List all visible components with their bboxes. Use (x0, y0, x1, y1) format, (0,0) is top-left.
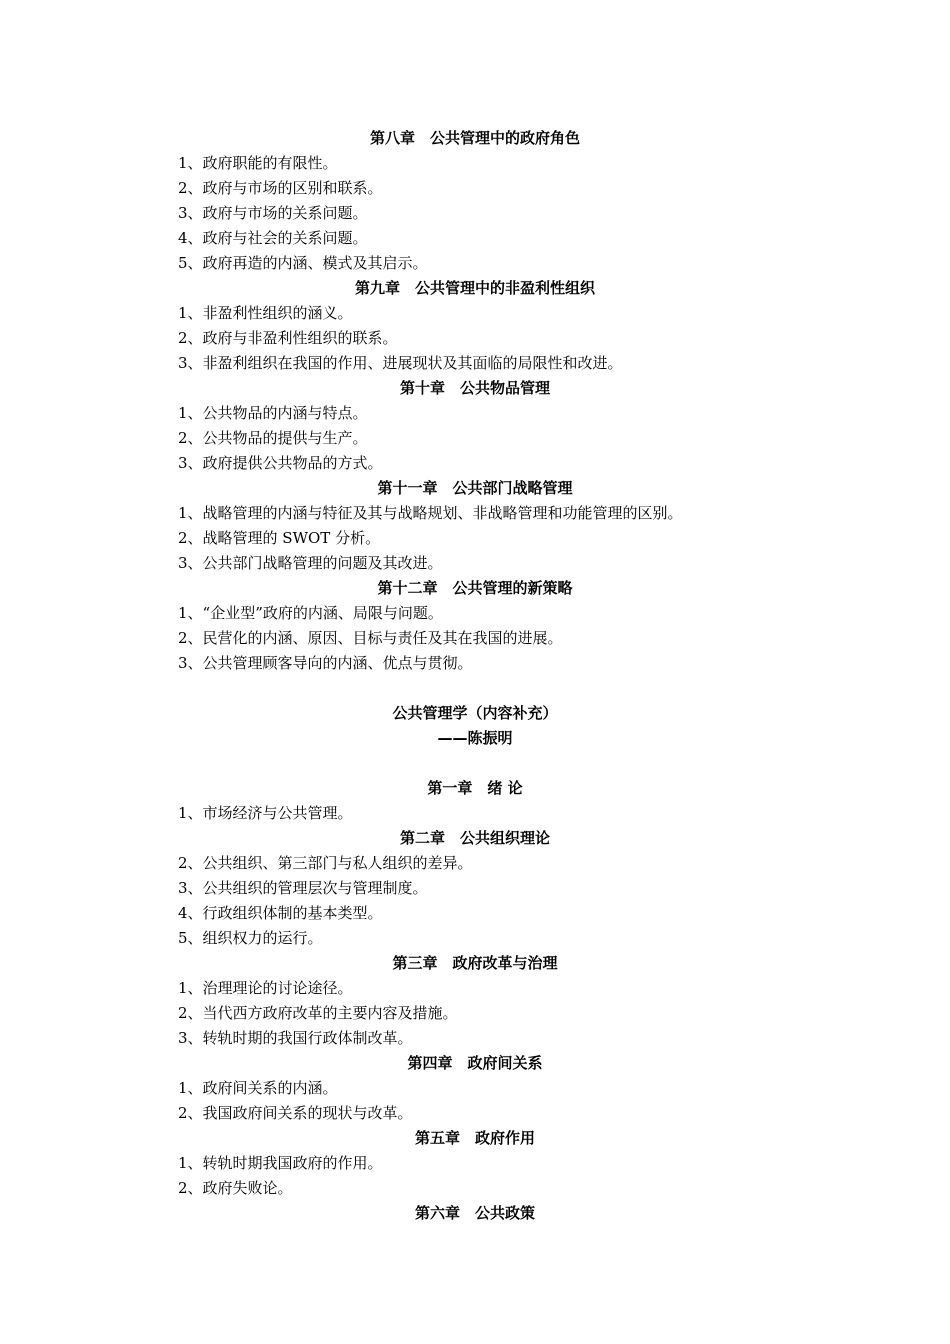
supplement-title: 公共管理学（内容补充） (392, 704, 558, 722)
chapter-heading: 第十二章 公共管理的新策略 (377, 579, 573, 597)
list-item: 2、我国政府间关系的现状与改革。 (178, 1104, 413, 1122)
list-item: 1、非盈利性组织的涵义。 (178, 304, 353, 322)
spacer (178, 751, 778, 776)
list-item: 2、政府与非盈利性组织的联系。 (178, 329, 398, 347)
list-item: 2、公共组织、第三部门与私人组织的差异。 (178, 854, 473, 872)
chapter-heading: 第十章 公共物品管理 (399, 379, 550, 397)
list-item: 1、公共物品的内涵与特点。 (178, 404, 368, 422)
list-item: 1、政府间关系的内涵。 (178, 1079, 338, 1097)
spacer (178, 676, 778, 701)
list-item: 5、政府再造的内涵、模式及其启示。 (178, 254, 428, 272)
list-item: 1、转轨时期我国政府的作用。 (178, 1154, 383, 1172)
list-item: 1、战略管理的内涵与特征及其与战略规划、非战略管理和功能管理的区别。 (178, 504, 683, 522)
list-item: 1、治理理论的讨论途径。 (178, 979, 353, 997)
chapter-heading: 第八章 公共管理中的政府角色 (369, 129, 580, 147)
list-item: 3、政府提供公共物品的方式。 (178, 454, 383, 472)
chapter-heading: 第一章 绪 论 (427, 779, 523, 797)
supplement-author: ——陈振明 (437, 729, 513, 747)
list-item: 2、当代西方政府改革的主要内容及措施。 (178, 1004, 458, 1022)
chapter-heading: 第二章 公共组织理论 (399, 829, 550, 847)
list-item: 4、行政组织体制的基本类型。 (178, 904, 383, 922)
list-item: 2、政府与市场的区别和联系。 (178, 179, 383, 197)
list-item: 4、政府与社会的关系问题。 (178, 229, 368, 247)
list-item: 2、民营化的内涵、原因、目标与责任及其在我国的进展。 (178, 629, 563, 647)
list-item: 2、公共物品的提供与生产。 (178, 429, 368, 447)
list-item: 5、组织权力的运行。 (178, 929, 323, 947)
chapter-heading: 第五章 政府作用 (414, 1129, 535, 1147)
part2-sections (178, 776, 778, 1226)
part1-sections (178, 126, 778, 676)
list-item: 1、市场经济与公共管理。 (178, 804, 353, 822)
chapter-heading: 第十一章 公共部门战略管理 (377, 479, 573, 497)
list-item: 1、“企业型”政府的内涵、局限与问题。 (178, 604, 443, 622)
list-item: 1、政府职能的有限性。 (178, 154, 338, 172)
chapter-heading: 第四章 政府间关系 (407, 1054, 543, 1072)
list-item: 2、战略管理的 SWOT 分析。 (178, 529, 381, 547)
chapter-heading: 第三章 政府改革与治理 (392, 954, 558, 972)
list-item: 3、公共组织的管理层次与管理制度。 (178, 879, 428, 897)
list-item: 3、公共管理顾客导向的内涵、优点与贯彻。 (178, 654, 473, 672)
list-item: 3、非盈利组织在我国的作用、进展现状及其面临的局限性和改进。 (178, 354, 623, 372)
chapter-heading: 第六章 公共政策 (414, 1204, 535, 1222)
list-item: 3、政府与市场的关系问题。 (178, 204, 368, 222)
document-content (178, 126, 778, 1226)
list-item: 3、公共部门战略管理的问题及其改进。 (178, 554, 443, 572)
list-item: 3、转轨时期的我国行政体制改革。 (178, 1029, 413, 1047)
chapter-heading: 第九章 公共管理中的非盈利性组织 (354, 279, 595, 297)
list-item: 2、政府失败论。 (178, 1179, 293, 1197)
